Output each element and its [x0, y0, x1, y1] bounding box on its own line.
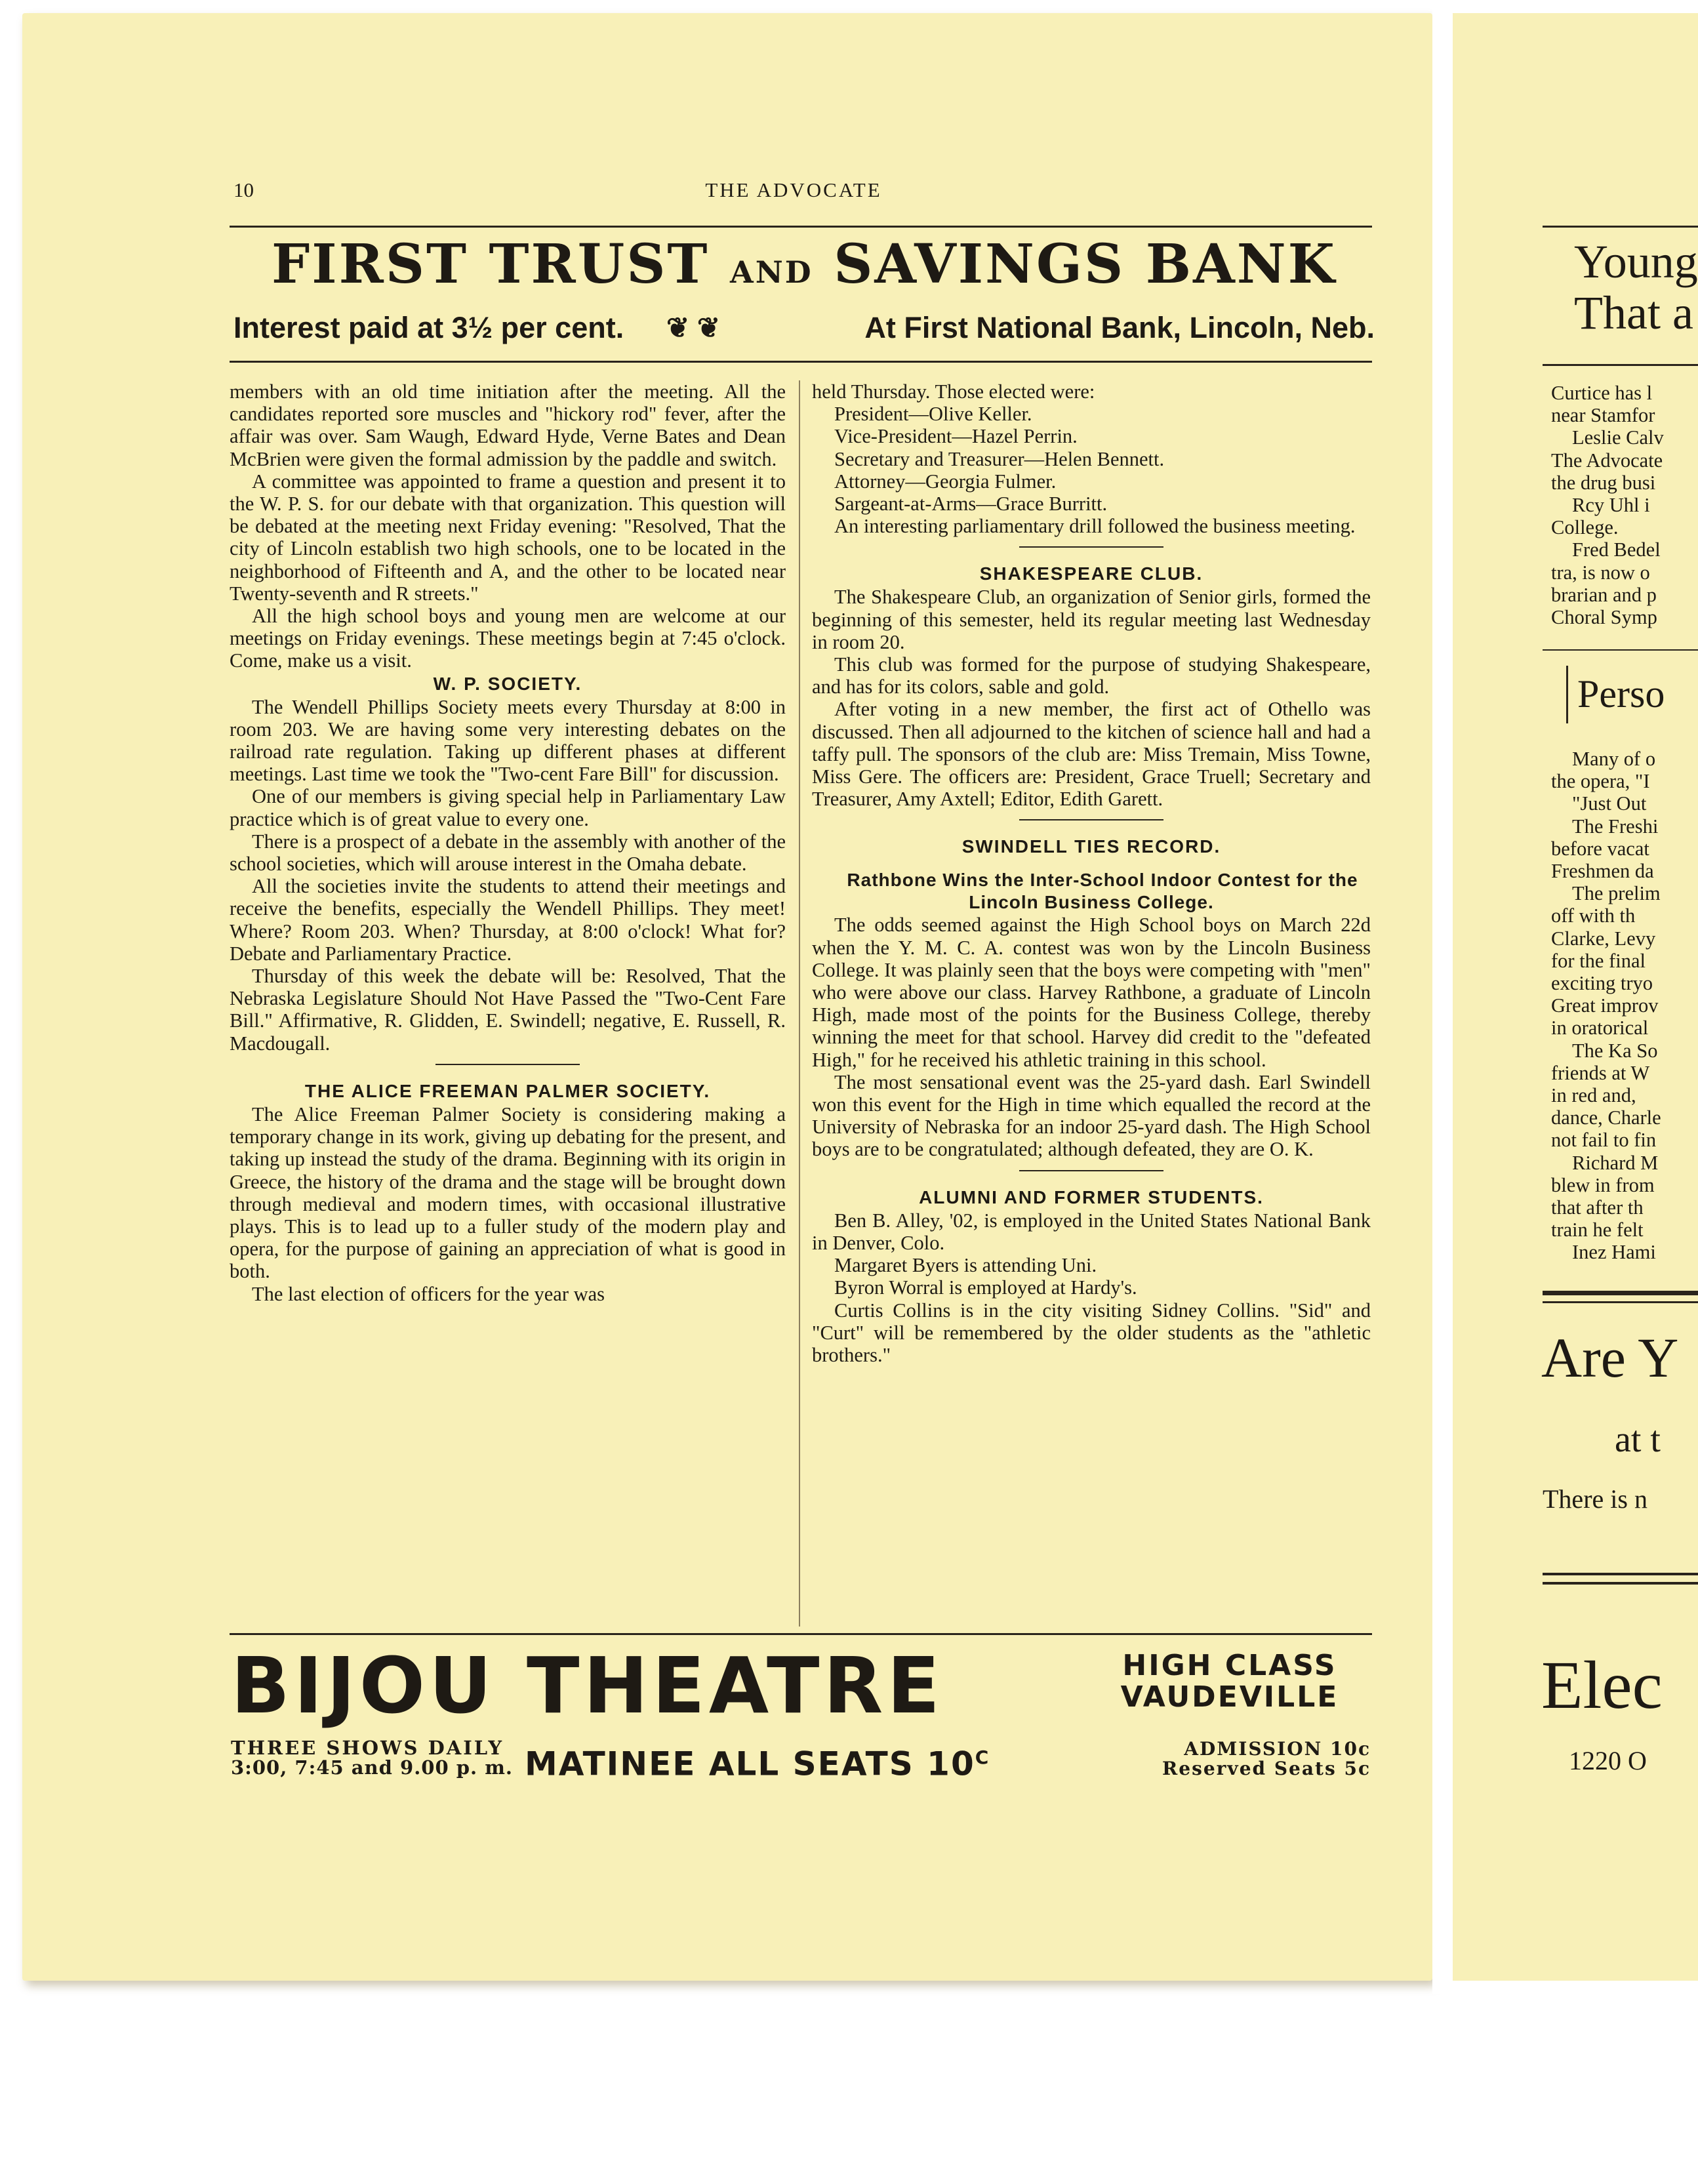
cents-symbol: C [975, 1747, 990, 1768]
facing-line: the opera, "I [1551, 770, 1650, 793]
facing-line: in oratorical [1551, 1017, 1649, 1040]
facing-line: Inez Hami [1572, 1241, 1656, 1264]
facing-ad-text: Are Y [1541, 1326, 1679, 1389]
facing-column [1551, 382, 1698, 628]
facing-ad-headline [1574, 236, 1698, 338]
facing-line: Leslie Calv [1572, 426, 1664, 449]
page-number: 10 [233, 178, 254, 201]
facing-line: friends at W [1551, 1061, 1650, 1084]
officer-line: President—Olive Keller. [834, 403, 1032, 426]
officer-line: Secretary and Treasurer—Helen Bennett. [834, 447, 1165, 470]
facing-column-2 [1551, 748, 1698, 1264]
facing-line: Rcy Uhl i [1572, 494, 1650, 517]
admission-line: ADMISSION 10c [1184, 1738, 1371, 1760]
paragraph: This club was formed for the purpose of studying Shakespeare, and has for its colors, sable and gold. [812, 653, 1371, 698]
facing-double-rule [1543, 1582, 1698, 1585]
paragraph: The odds seemed against the High School boys on March 22d when the Y. M. C. A. contest was won by the Lincoln Business College. It was plainly seen that the boys were competing with "men" who were above our class. Harvey Rathbone, a graduate of Lincoln High, made most of the points for the Business College, thereby winning the meet for that school. Harvey did credit to the "defeated High," for he received his athletic training in this school. [812, 914, 1371, 1071]
bank-tagline [233, 308, 1375, 348]
facing-line: Richard M [1572, 1151, 1659, 1174]
section-heading-shakespeare-club: SHAKESPEARE CLUB. [979, 563, 1203, 584]
theatre-ad-rule [230, 1633, 1372, 1635]
facing-line: off with th [1551, 904, 1636, 927]
bank-location: At First National Bank, Lincoln, Neb. [864, 311, 1375, 344]
paragraph: Ben B. Alley, '02, is employed in the United States National Bank in Denver, Colo. [812, 1209, 1371, 1254]
show-times-line: 3:00, 7:45 and 9.00 p. m. [231, 1756, 513, 1779]
facing-ad-text: at t [1615, 1419, 1661, 1460]
paragraph: A committee was appointed to frame a question and present it to the W. P. S. for our debate with that organization. This question will be debated at the meeting next Friday evening: "Resolved, That the city of Lincoln establish two high schools, one to be located in the neighborhood of Fifteenth and A, and the other to be located near Twenty-seventh and R streets." [230, 470, 786, 605]
facing-line: that after th [1551, 1196, 1644, 1219]
facing-line: Fred Bedel [1572, 538, 1661, 561]
page-gutter [1432, 0, 1453, 1994]
facing-line: train he felt [1551, 1219, 1644, 1242]
facing-line: The Ka So [1572, 1039, 1658, 1062]
officer-line: Vice-President—Hazel Perrin. [834, 425, 1078, 448]
paragraph: The Alice Freeman Palmer Society is considering making a temporary change in its work, giving up debating for the present, and taking up instead the study of the drama. Beginning with its origin in Greece, the history of the drama and the stage will be brought down through medieval and modern times, with occasional illustrative plays. This is to lead up to a fuller study of the modern play and opera, for the purpose of gaining an appreciation of what is good in both. [230, 1102, 786, 1283]
facing-line: Curtice has l [1551, 382, 1653, 404]
facing-ad-text: There is n [1543, 1484, 1647, 1514]
class-line: VAUDEVILLE [1120, 1680, 1339, 1714]
header-rule [230, 226, 1372, 228]
facing-line: dance, Charle [1551, 1106, 1661, 1129]
left-column [230, 380, 786, 1305]
section-divider [1019, 1170, 1163, 1171]
column-divider [799, 380, 800, 1627]
paragraph: One of our members is giving special help in Parliamentary Law practice which is of great value to every one. [230, 785, 786, 830]
theatre-class [1089, 1650, 1371, 1713]
paragraph: members with an old time initiation after the meeting. All the candidates reported sore muscles and "hickory rod" fever, after the affair was over. Sam Waugh, Edward Hyde, Verne Bates and Dean McBrien were given the formal admission by the paddle and switch. [230, 380, 786, 470]
section-divider [435, 1064, 580, 1065]
facing-line: Clarke, Levy [1551, 927, 1656, 950]
facing-line: brarian and p [1551, 583, 1657, 606]
class-line: HIGH CLASS [1122, 1649, 1337, 1682]
facing-line: exciting tryo [1551, 972, 1653, 995]
facing-line: Many of o [1572, 748, 1656, 770]
paragraph: All the societies invite the students to attend their meetings and receive the benefits, especially the Wendell Phillips. They meet! Where? Room 203. When? Thursday, at 8:00 o'clock! What for? Debate and Parliamentary Practice. [230, 875, 786, 965]
facing-line: The prelim [1572, 882, 1661, 905]
paragraph: An interesting parliamentary drill followed the business meeting. [834, 515, 1356, 538]
paragraph: The last election of officers for the year was [252, 1282, 605, 1305]
facing-ad-headline-line: That a [1574, 287, 1693, 338]
facing-line: not fail to fin [1551, 1129, 1657, 1152]
facing-double-rule [1543, 1291, 1698, 1295]
bank-name-part2: SAVINGS BANK [834, 233, 1337, 296]
section-heading-wp-society: W. P. SOCIETY. [433, 673, 582, 694]
facing-line: Choral Symp [1551, 606, 1657, 629]
ornament-icon: ❦ ❦ [666, 312, 721, 343]
theatre-name: BIJOU THEATRE [231, 1640, 944, 1731]
paragraph: The Wendell Phillips Society meets every Thursday at 8:00 in room 203. We are having some very interesting debates on the railroad rate regulation. Taking up different phases at different meetings. Last time we took the "Two-cent Fare Bill" for discussion. [230, 695, 786, 786]
box-edge [1566, 666, 1568, 723]
admission-prices [1115, 1739, 1371, 1779]
facing-double-rule [1543, 1301, 1698, 1303]
section-divider [1019, 819, 1163, 820]
officer-line: Sargeant-at-Arms—Grace Burritt. [834, 493, 1108, 516]
facing-line: Freshmen da [1551, 860, 1654, 883]
facing-line: Great improv [1551, 994, 1659, 1017]
bank-interest: Interest paid at 3½ per cent. [233, 311, 624, 344]
show-times-line: THREE SHOWS DAILY [231, 1737, 504, 1759]
section-divider [1019, 546, 1163, 548]
bank-name [233, 233, 1375, 296]
publication-title: THE ADVOCATE [705, 178, 882, 201]
right-column [812, 380, 1371, 1366]
facing-ad-rule [1543, 364, 1698, 366]
facing-line: before vacat [1551, 837, 1649, 860]
show-times [231, 1738, 513, 1777]
section-heading-alumni: ALUMNI AND FORMER STUDENTS. [919, 1186, 1264, 1207]
facing-line: near Stamfor [1551, 404, 1655, 427]
paragraph: Thursday of this week the debate will be: Resolved, That the Nebraska Legislature Should Not Have Passed the "Two-Cent Fare Bill." Affirmative, R. Glidden, E. Swindell; negative, E. Russell, R. Macdougall. [230, 965, 786, 1055]
facing-line: tra, is now o [1551, 561, 1650, 584]
matinee-price [525, 1738, 990, 1784]
facing-line: in red and, [1551, 1084, 1636, 1107]
facing-line: "Just Out [1572, 792, 1647, 815]
paragraph: Margaret Byers is attending Uni. [834, 1254, 1097, 1277]
bank-ad-rule [230, 361, 1372, 363]
bank-name-part1: FIRST TRUST [272, 233, 710, 296]
facing-line: blew in from [1551, 1173, 1655, 1196]
matinee-text: MATINEE ALL SEATS 10 [525, 1745, 975, 1783]
facing-line: The Freshi [1572, 815, 1659, 838]
facing-header-rule [1543, 226, 1698, 228]
facing-line: for the final [1551, 949, 1646, 972]
paragraph: There is a prospect of a debate in the assembly with another of the school societies, which will arouse interest in the Omaha debate. [230, 830, 786, 876]
bank-name-and: AND [730, 254, 813, 290]
paragraph: After voting in a new member, the first act of Othello was discussed. Then all adjourned to the kitchen of science hall and had a taffy pull. The sponsors of the club are: Miss Tremain, Miss Towne, Miss Gere. The officers are: President, Grace Truell; Secretary and Treasurer, Amy Axtell; Editor, Edith Garett. [812, 698, 1371, 811]
facing-ad-text: Elec [1541, 1648, 1663, 1723]
facing-ad-text: 1220 O [1569, 1746, 1647, 1775]
paragraph: The Shakespeare Club, an organization of Senior girls, formed the beginning of this semester, held its regular meeting last Wednesday in room 20. [812, 586, 1371, 653]
section-heading-alice-freeman-palmer: THE ALICE FREEMAN PALMER SOCIETY. [304, 1080, 711, 1101]
sub-heading-rathbone: Rathbone Wins the Inter-School Indoor Contest for the Lincoln Business College. [847, 870, 1358, 913]
paragraph: All the high school boys and young men are welcome at our meetings on Friday evenings. These meetings begin at 7:45 o'clock. Come, make us a visit. [230, 605, 786, 672]
facing-double-rule [1543, 1573, 1698, 1575]
facing-line: College. [1551, 516, 1619, 539]
paragraph: Byron Worral is employed at Hardy's. [834, 1276, 1137, 1299]
facing-line: The Advocate [1551, 449, 1663, 472]
paragraph: The most sensational event was the 25-yard dash. Earl Swindell won this event for the High in time which equalled the record at the University of Nebraska for an indoor 25-yard dash. The High School boys are to be congratulated; although defeated, they are O. K. [812, 1070, 1371, 1161]
facing-ad-headline-line: Young [1574, 236, 1698, 288]
facing-rule [1543, 649, 1698, 651]
section-heading-swindell: SWINDELL TIES RECORD. [961, 836, 1221, 857]
facing-line: the drug busi [1551, 471, 1656, 494]
paragraph: held Thursday. Those elected were: [812, 380, 1095, 403]
paragraph: Curtis Collins is in the city visiting Sidney Collins. "Sid" and "Curt" will be remembered by the older students as the "athletic brothers." [812, 1299, 1371, 1366]
admission-line: Reserved Seats 5c [1162, 1758, 1371, 1779]
facing-box-heading: Perso [1577, 672, 1665, 716]
officer-line: Attorney—Georgia Fulmer. [834, 470, 1057, 493]
